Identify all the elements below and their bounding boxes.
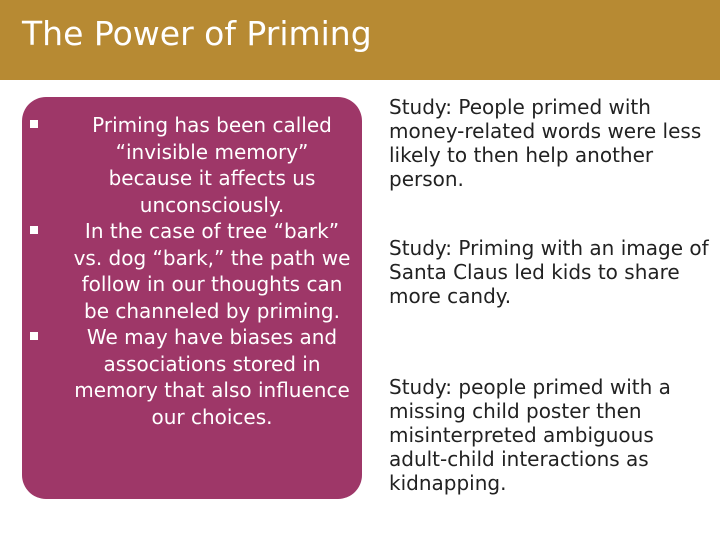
bullet-item — [30, 218, 352, 324]
bullet-item — [30, 112, 352, 218]
title-bar — [0, 0, 720, 80]
bullet-text: In the case of tree “bark” vs. dog “bark,” the path we follow in our thoughts can be channeled by priming. — [73, 219, 351, 323]
study-text: Study: Priming with an image of Santa Claus led kids to share more candy. — [389, 236, 709, 308]
bullet-item — [30, 324, 352, 430]
square-bullet-icon — [30, 226, 38, 234]
study-text: Study: people primed with a missing child poster then misinterpreted ambiguous adult-child interactions as kidnapping. — [389, 375, 671, 495]
square-bullet-icon — [30, 120, 38, 128]
slide-title: The Power of Priming — [22, 14, 372, 53]
bullet-text: Priming has been called “invisible memory” because it affects us unconsciously. — [92, 113, 332, 217]
square-bullet-icon — [30, 332, 38, 340]
bullet-list — [30, 112, 352, 430]
study-text: Study: People primed with money-related words were less likely to then help another person. — [389, 95, 702, 191]
bullet-text: We may have biases and associations stored in memory that also influence our choices. — [74, 325, 350, 429]
